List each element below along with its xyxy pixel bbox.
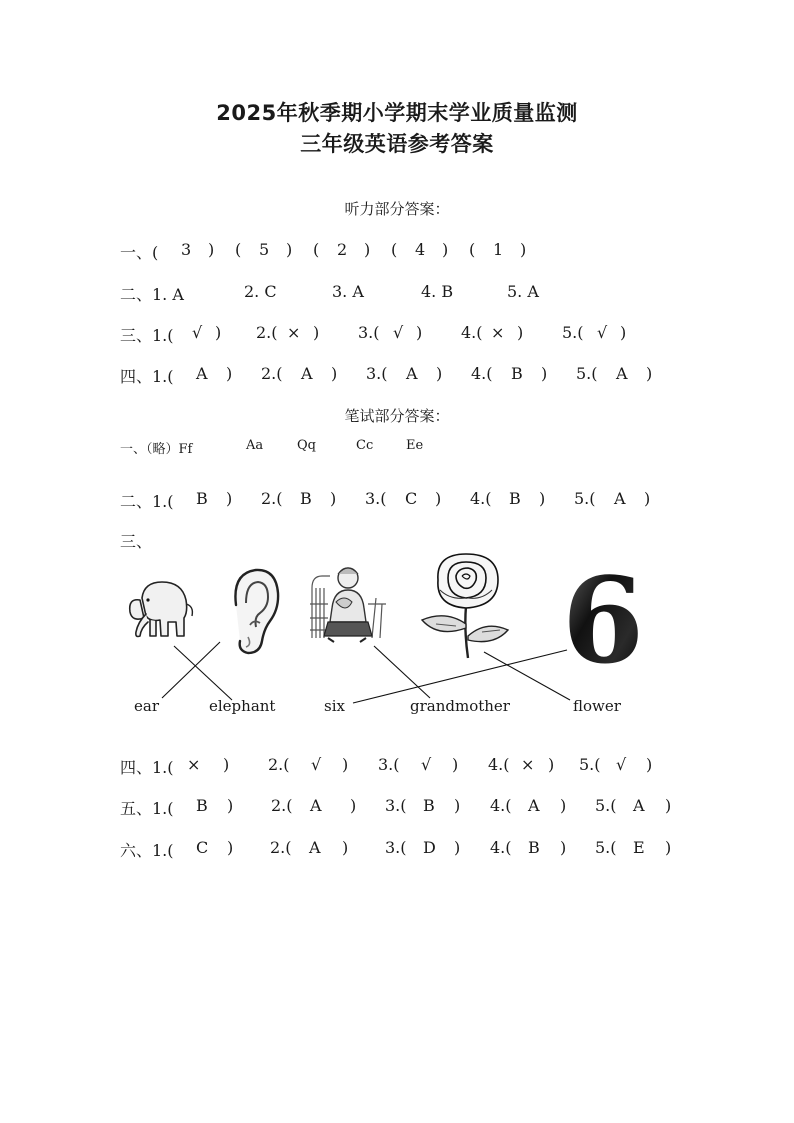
answer-prefix: 4.( [461, 323, 483, 342]
answer-bracket: ) [620, 323, 627, 342]
answer-mark: × [521, 755, 535, 774]
answer-value: 3 [181, 240, 192, 259]
answer-bracket: ) [313, 323, 320, 342]
answer-item: 二、1. A [120, 285, 184, 304]
answer-bracket: ) [331, 364, 338, 383]
answer-prefix: 4.( [490, 838, 512, 857]
answer-bracket: ) [436, 364, 443, 383]
answer-bracket: ) [454, 796, 461, 815]
answer-item: Aa [246, 438, 264, 453]
answer-value: B [196, 796, 208, 815]
answer-bracket: ) [665, 796, 672, 815]
answer-item: Qq [297, 438, 316, 453]
answer-value: B [300, 489, 312, 508]
answer-prefix: 5.( [574, 489, 596, 508]
answer-mark: √ [311, 755, 322, 774]
answer-prefix: 3.( [358, 323, 380, 342]
answer-prefix: 3.( [378, 755, 400, 774]
answer-prefix: 5.( [595, 838, 617, 857]
answer-bracket: ) [665, 838, 672, 857]
answer-prefix: 5.( [595, 796, 617, 815]
answer-value: B [509, 489, 521, 508]
answer-bracket: ) [416, 323, 423, 342]
answer-value: 2 [337, 240, 348, 259]
answer-mark: × [491, 323, 505, 342]
answer-value: D [423, 838, 436, 857]
answer-prefix: 4.( [471, 364, 493, 383]
answer-mark: √ [421, 755, 432, 774]
answer-bracket: ) [227, 838, 234, 857]
answer-bracket: ) [646, 364, 653, 383]
answer-prefix: 三、1.( [120, 326, 174, 345]
answer-prefix: 4.( [488, 755, 510, 774]
answer-bracket: ) [226, 489, 233, 508]
answer-prefix: 3.( [385, 796, 407, 815]
answer-bracket: ( [313, 240, 320, 259]
answer-bracket: ) [548, 755, 555, 774]
answer-item: 5. A [507, 282, 539, 301]
answer-prefix: 四、1.( [120, 367, 174, 386]
answer-bracket: ) [350, 796, 357, 815]
answer-bracket: ) [541, 364, 548, 383]
answer-prefix: 2.( [261, 489, 283, 508]
answer-bracket: ) [560, 838, 567, 857]
answer-prefix: 3.( [365, 489, 387, 508]
match-word-flower: flower [573, 697, 621, 715]
answer-prefix: 5.( [562, 323, 584, 342]
answer-value: A [528, 796, 540, 815]
listening-heading: 听力部分答案： [344, 200, 450, 218]
answer-bracket: ) [342, 755, 349, 774]
answer-item: 3. A [332, 282, 364, 301]
answer-value: B [528, 838, 540, 857]
answer-value: A [614, 489, 626, 508]
answer-prefix: 2.( [271, 796, 293, 815]
answer-item: Ee [406, 438, 424, 453]
answer-value: C [196, 838, 209, 857]
answer-prefix: 2.( [268, 755, 290, 774]
answer-prefix: 2.( [261, 364, 283, 383]
answer-bracket: ) [520, 240, 527, 259]
answer-item: 2. C [244, 282, 277, 301]
answer-value: A [616, 364, 628, 383]
answer-bracket: ( [469, 240, 476, 259]
answer-prefix: 五、1.( [120, 799, 174, 818]
answer-value: E [633, 838, 645, 857]
answer-mark: √ [192, 323, 203, 342]
answer-bracket: ) [560, 796, 567, 815]
answer-prefix: 5.( [579, 755, 601, 774]
answer-prefix: 3.( [385, 838, 407, 857]
match-word-grandmother: grandmother [410, 697, 510, 715]
answer-bracket: ) [286, 240, 293, 259]
answer-bracket: ) [539, 489, 546, 508]
answer-prefix: 4.( [470, 489, 492, 508]
answer-bracket: ) [454, 838, 461, 857]
answer-value: B [423, 796, 435, 815]
answer-bracket: ) [223, 755, 230, 774]
answer-prefix: 四、1.( [120, 758, 174, 777]
answer-prefix: 3.( [366, 364, 388, 383]
answer-bracket: ) [215, 323, 222, 342]
answer-prefix: 4.( [490, 796, 512, 815]
answer-value: A [310, 796, 322, 815]
answer-prefix: 二、1.( [120, 492, 174, 511]
digit-label: 6 [561, 562, 645, 672]
answer-bracket: ) [330, 489, 337, 508]
writing-heading: 笔试部分答案： [344, 407, 450, 425]
answer-bracket: ) [517, 323, 524, 342]
answer-prefix: 2.( [256, 323, 278, 342]
match-word-six: six [324, 697, 345, 715]
answer-value: 1 [493, 240, 504, 259]
answer-bracket: ) [227, 796, 234, 815]
answer-bracket: ) [646, 755, 653, 774]
answer-value: A [309, 838, 321, 857]
match-word-elephant: elephant [209, 697, 276, 715]
answer-value: 4 [415, 240, 426, 259]
answer-mark: × [187, 755, 201, 774]
match-word-ear: ear [134, 697, 159, 715]
answer-value: 5 [259, 240, 270, 259]
page-title: 2025年秋季期小学期末学业质量监测 [216, 101, 578, 125]
answer-value: A [633, 796, 645, 815]
answer-prefix: 2.( [270, 838, 292, 857]
answer-bracket: ) [435, 489, 442, 508]
answer-bracket: ) [342, 838, 349, 857]
answer-bracket: ) [226, 364, 233, 383]
answer-bracket: ) [644, 489, 651, 508]
answer-bracket: ) [208, 240, 215, 259]
answer-mark: √ [393, 323, 404, 342]
answer-bracket: ) [452, 755, 459, 774]
answer-value: B [511, 364, 523, 383]
answer-prefix: 5.( [576, 364, 598, 383]
question-number: 三、 [120, 532, 153, 551]
answer-mark: √ [616, 755, 627, 774]
answer-mark: × [287, 323, 301, 342]
answer-value: B [196, 489, 208, 508]
answer-prefix: 六、1.( [120, 841, 174, 860]
answer-bracket: ) [364, 240, 371, 259]
answer-value: C [405, 489, 418, 508]
answer-mark: √ [597, 323, 608, 342]
answer-value: A [301, 364, 313, 383]
answer-prefix: 一、( [120, 243, 159, 262]
answer-bracket: ) [442, 240, 449, 259]
answer-item: Cc [356, 438, 374, 453]
answer-item: 4. B [421, 282, 454, 301]
answer-bracket: ( [391, 240, 398, 259]
page-subtitle: 三年级英语参考答案 [300, 132, 494, 156]
answer-value: A [196, 364, 208, 383]
answer-value: A [406, 364, 418, 383]
answer-item: 一、（略）Ff [120, 442, 193, 457]
answer-bracket: ( [235, 240, 242, 259]
